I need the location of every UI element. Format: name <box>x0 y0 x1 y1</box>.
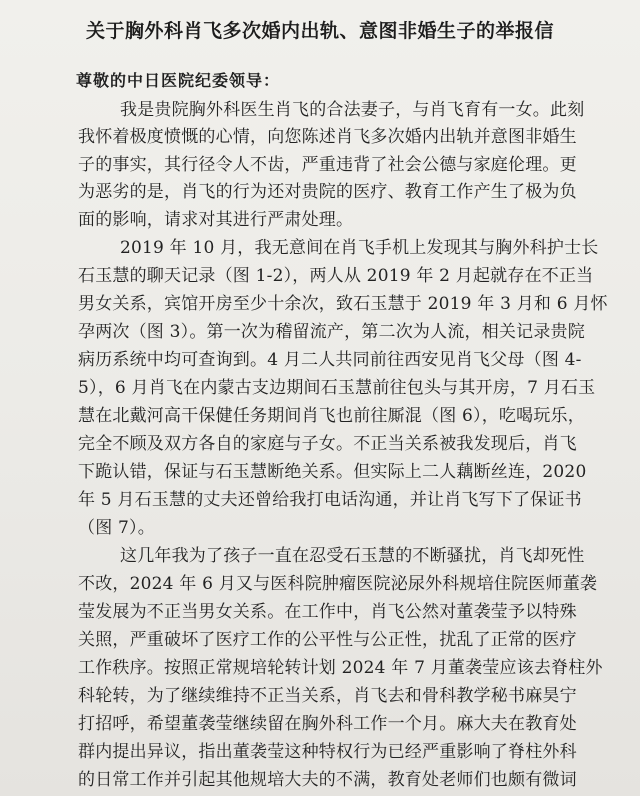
body-line-8: 男女关系，宾馆开房至少十余次，致石玉慧于 2019 年 3 月和 6 月怀 <box>78 294 608 314</box>
body-line-4: 为恶劣的是，肖飞的行为还对贵院的医疗、教育工作产生了极为负 <box>78 182 577 202</box>
body-line-11: 5），6 月肖飞在内蒙古支边期间石玉慧前往包头与其开房，7 月石玉 <box>78 378 596 398</box>
body-line-1: 我是贵院胸外科医生肖飞的合法妻子，与肖飞育有一女。此刻 <box>120 100 585 120</box>
body-line-24: 群内提出异议，指出董袭莹这种特权行为已经严重影响了脊柱外科 <box>78 742 577 762</box>
body-line-23: 打招呼，希望董袭莹继续留在胸外科工作一个月。麻大夫在教育处 <box>78 714 577 734</box>
body-line-9: 孕两次（图 3）。第一次为稽留流产，第二次为人流，相关记录贵院 <box>78 322 585 342</box>
body-line-2: 我怀着极度愤慨的心情，向您陈述肖飞多次婚内出轨并意图非婚生 <box>78 127 577 147</box>
body-line-14: 下跪认错，保证与石玉慧断绝关系。但实际上二人藕断丝连，2020 <box>78 462 587 482</box>
body-line-13: 完全不顾及双方各自的家庭与子女。不正当关系被我发现后，肖飞 <box>78 434 577 454</box>
body-line-12: 慧在北戴河高干保健任务期间肖飞也前往厮混（图 6），吃喝玩乐， <box>78 406 585 426</box>
body-line-5: 面的影响，请求对其进行严肃处理。 <box>78 210 354 230</box>
body-line-21: 工作秩序。按照正常规培轮转计划 2024 年 7 月董袭莹应该去脊柱外 <box>78 658 603 678</box>
body-line-18: 不改，2024 年 6 月又与医科院肿瘤医院泌尿外科规培住院医师董袭 <box>78 574 598 594</box>
body-line-25: 的日常工作并引起其他规培大夫的不满，教育处老师们也颇有微词 <box>78 770 577 790</box>
salutation: 尊敬的中日医院纪委领导： <box>76 71 281 90</box>
body-line-20: 关照，严重破坏了医疗工作的公平性与公正性，扰乱了正常的医疗 <box>78 630 577 650</box>
body-line-19: 莹发展为不正当男女关系。在工作中，肖飞公然对董袭莹予以特殊 <box>78 602 577 622</box>
body-line-7: 石玉慧的聊天记录（图 1-2），两人从 2019 年 2 月起就存在不正当 <box>78 266 594 286</box>
body-line-16: （图 7）。 <box>78 518 155 538</box>
body-line-10: 病历系统中均可查询到。4 月二人共同前往西安见肖飞父母（图 4- <box>78 350 582 370</box>
body-line-15: 年 5 月石玉慧的丈夫还曾给我打电话沟通，并让肖飞写下了保证书 <box>78 490 582 510</box>
body-line-22: 科轮转，为了继续维持不正当关系，肖飞去和骨科教学秘书麻昊宁 <box>78 686 577 706</box>
body-line-6: 2019 年 10 月，我无意间在肖飞手机上发现其与胸外科护士长 <box>120 238 599 258</box>
body-line-17: 这几年我为了孩子一直在忍受石玉慧的不断骚扰，肖飞却死性 <box>120 546 585 566</box>
body-line-3: 子的事实，其行径令人不齿，严重违背了社会公德与家庭伦理。更 <box>78 155 577 175</box>
letter-title: 关于胸外科肖飞多次婚内出轨、意图非婚生子的举报信 <box>85 20 554 42</box>
